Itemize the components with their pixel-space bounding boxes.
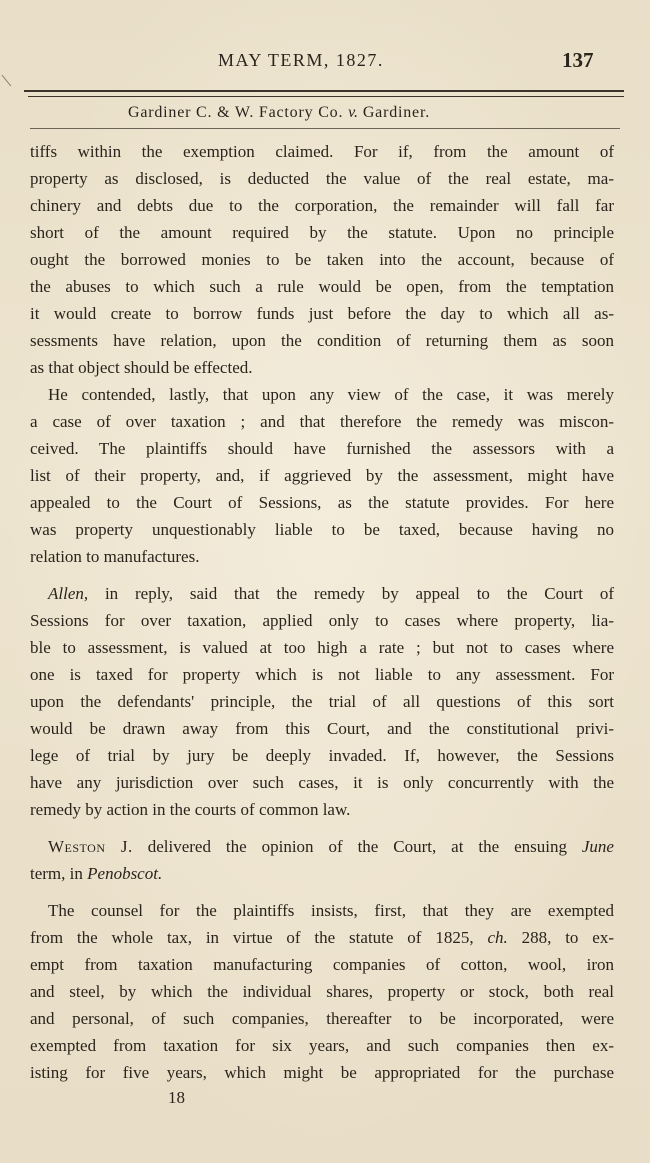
text-line: ought the borrowed monies to be taken into the account, because of [30,250,614,269]
text-line: relation to manufactures. [30,547,200,566]
text-line: remedy by action in the courts of common law. [30,800,351,819]
text-line: The counsel for the plaintiffs insists, first, that they are exempted [48,901,614,920]
case-plaintiff: Gardiner C. & W. Factory Co. [128,104,344,121]
text-line: empt from taxation manufacturing companies of cotton, wool, iron [30,955,614,974]
text-line [30,580,614,607]
case-header [128,104,430,122]
text-run: term, in [30,864,88,883]
text-run: delivered the opinion of the Court, at the ensuing [132,837,582,856]
paragraph-opinion-intro [30,833,614,887]
text-line: it would create to borrow funds just before the day to which all as- [30,304,614,323]
text-line [30,860,614,887]
statute-chapter: ch. [487,928,508,947]
text-line: and steel, by which the individual shares, property or stock, both real [30,982,614,1001]
text-line: one is taxed for property which is not liable to any assessment. For [30,665,614,684]
term-month: June [581,837,614,856]
text-line: the abuses to which such a rule would be open, from the temptation [30,277,614,296]
text-line: property as disclosed, is deducted the value of the real estate, ma- [30,169,614,188]
text-line: a case of over taxation ; and that therefore the remedy was miscon- [30,412,614,431]
header-rule-thin [28,96,624,97]
text-line: have any jurisdiction over such cases, it is only concurrently with the [30,773,614,792]
case-header-rule [30,128,620,129]
text-run: 288, to ex- [507,928,614,947]
text-line: tiffs within the exemption claimed. For if, from the amount of [30,142,614,161]
text-line: isting for five years, which might be appropriated for the purchase [30,1063,614,1082]
text-line: appealed to the Court of Sessions, as the statute provides. For here [30,493,614,512]
paragraph-opinion [30,897,614,1086]
header-rule-thick [24,90,624,92]
text-run: in reply, said that the remedy by appeal to the Court of [88,584,614,603]
running-title: MAY TERM, 1827. [218,50,384,70]
margin-mark: \ [0,69,13,93]
text-line: list of their property, and, if aggrieved by the assessment, might have [30,466,614,485]
text-line: sessments have relation, upon the condition of returning them as soon [30,331,614,350]
text-line: ceived. The plaintiffs should have furnished the assessors with a [30,439,614,458]
text-line: as that object should be effected. [30,358,253,377]
text-line: He contended, lastly, that upon any view of the case, it was merely [48,385,614,404]
page-number: 137 [562,48,594,72]
text-run: from the whole tax, in virtue of the statute of 1825, [30,928,488,947]
text-line [30,924,614,951]
text-line: short of the amount required by the statute. Upon no principle [30,223,614,242]
body-text [30,138,614,1086]
text-line: exempted from taxation for six years, and such companies then ex- [30,1036,614,1055]
text-line: chinery and debts due to the corporation, the remainder will fall far [30,196,614,215]
text-line: would be drawn away from this Court, and the constitutional privi- [30,719,614,738]
text-line: ble to assessment, is valued at too high a rate ; but not to cases where [30,638,614,657]
speaker-name: Allen, [48,584,89,603]
court-location: Penobscot. [87,864,163,883]
text-line: lege of trial by jury be deeply invaded. If, however, the Sessions [30,746,614,765]
text-line: upon the defendants' principle, the trial of all questions of this sort [30,692,614,711]
paragraph-continuation [30,138,614,381]
case-defendant: Gardiner. [362,104,431,121]
paragraph-defendant-argument [30,381,614,570]
text-line [30,833,614,860]
case-versus: v. [348,104,359,121]
judge-name: Weston J. [48,837,133,856]
signature-mark: 18 [168,1088,185,1107]
text-line: and personal, of such companies, thereafter to be incorporated, were [30,1009,614,1028]
text-line: Sessions for over taxation, applied only to cases where property, lia- [30,611,614,630]
paragraph-reply [30,580,614,823]
text-line: was property unquestionably liable to be taxed, because having no [30,520,614,539]
running-head [0,48,650,76]
